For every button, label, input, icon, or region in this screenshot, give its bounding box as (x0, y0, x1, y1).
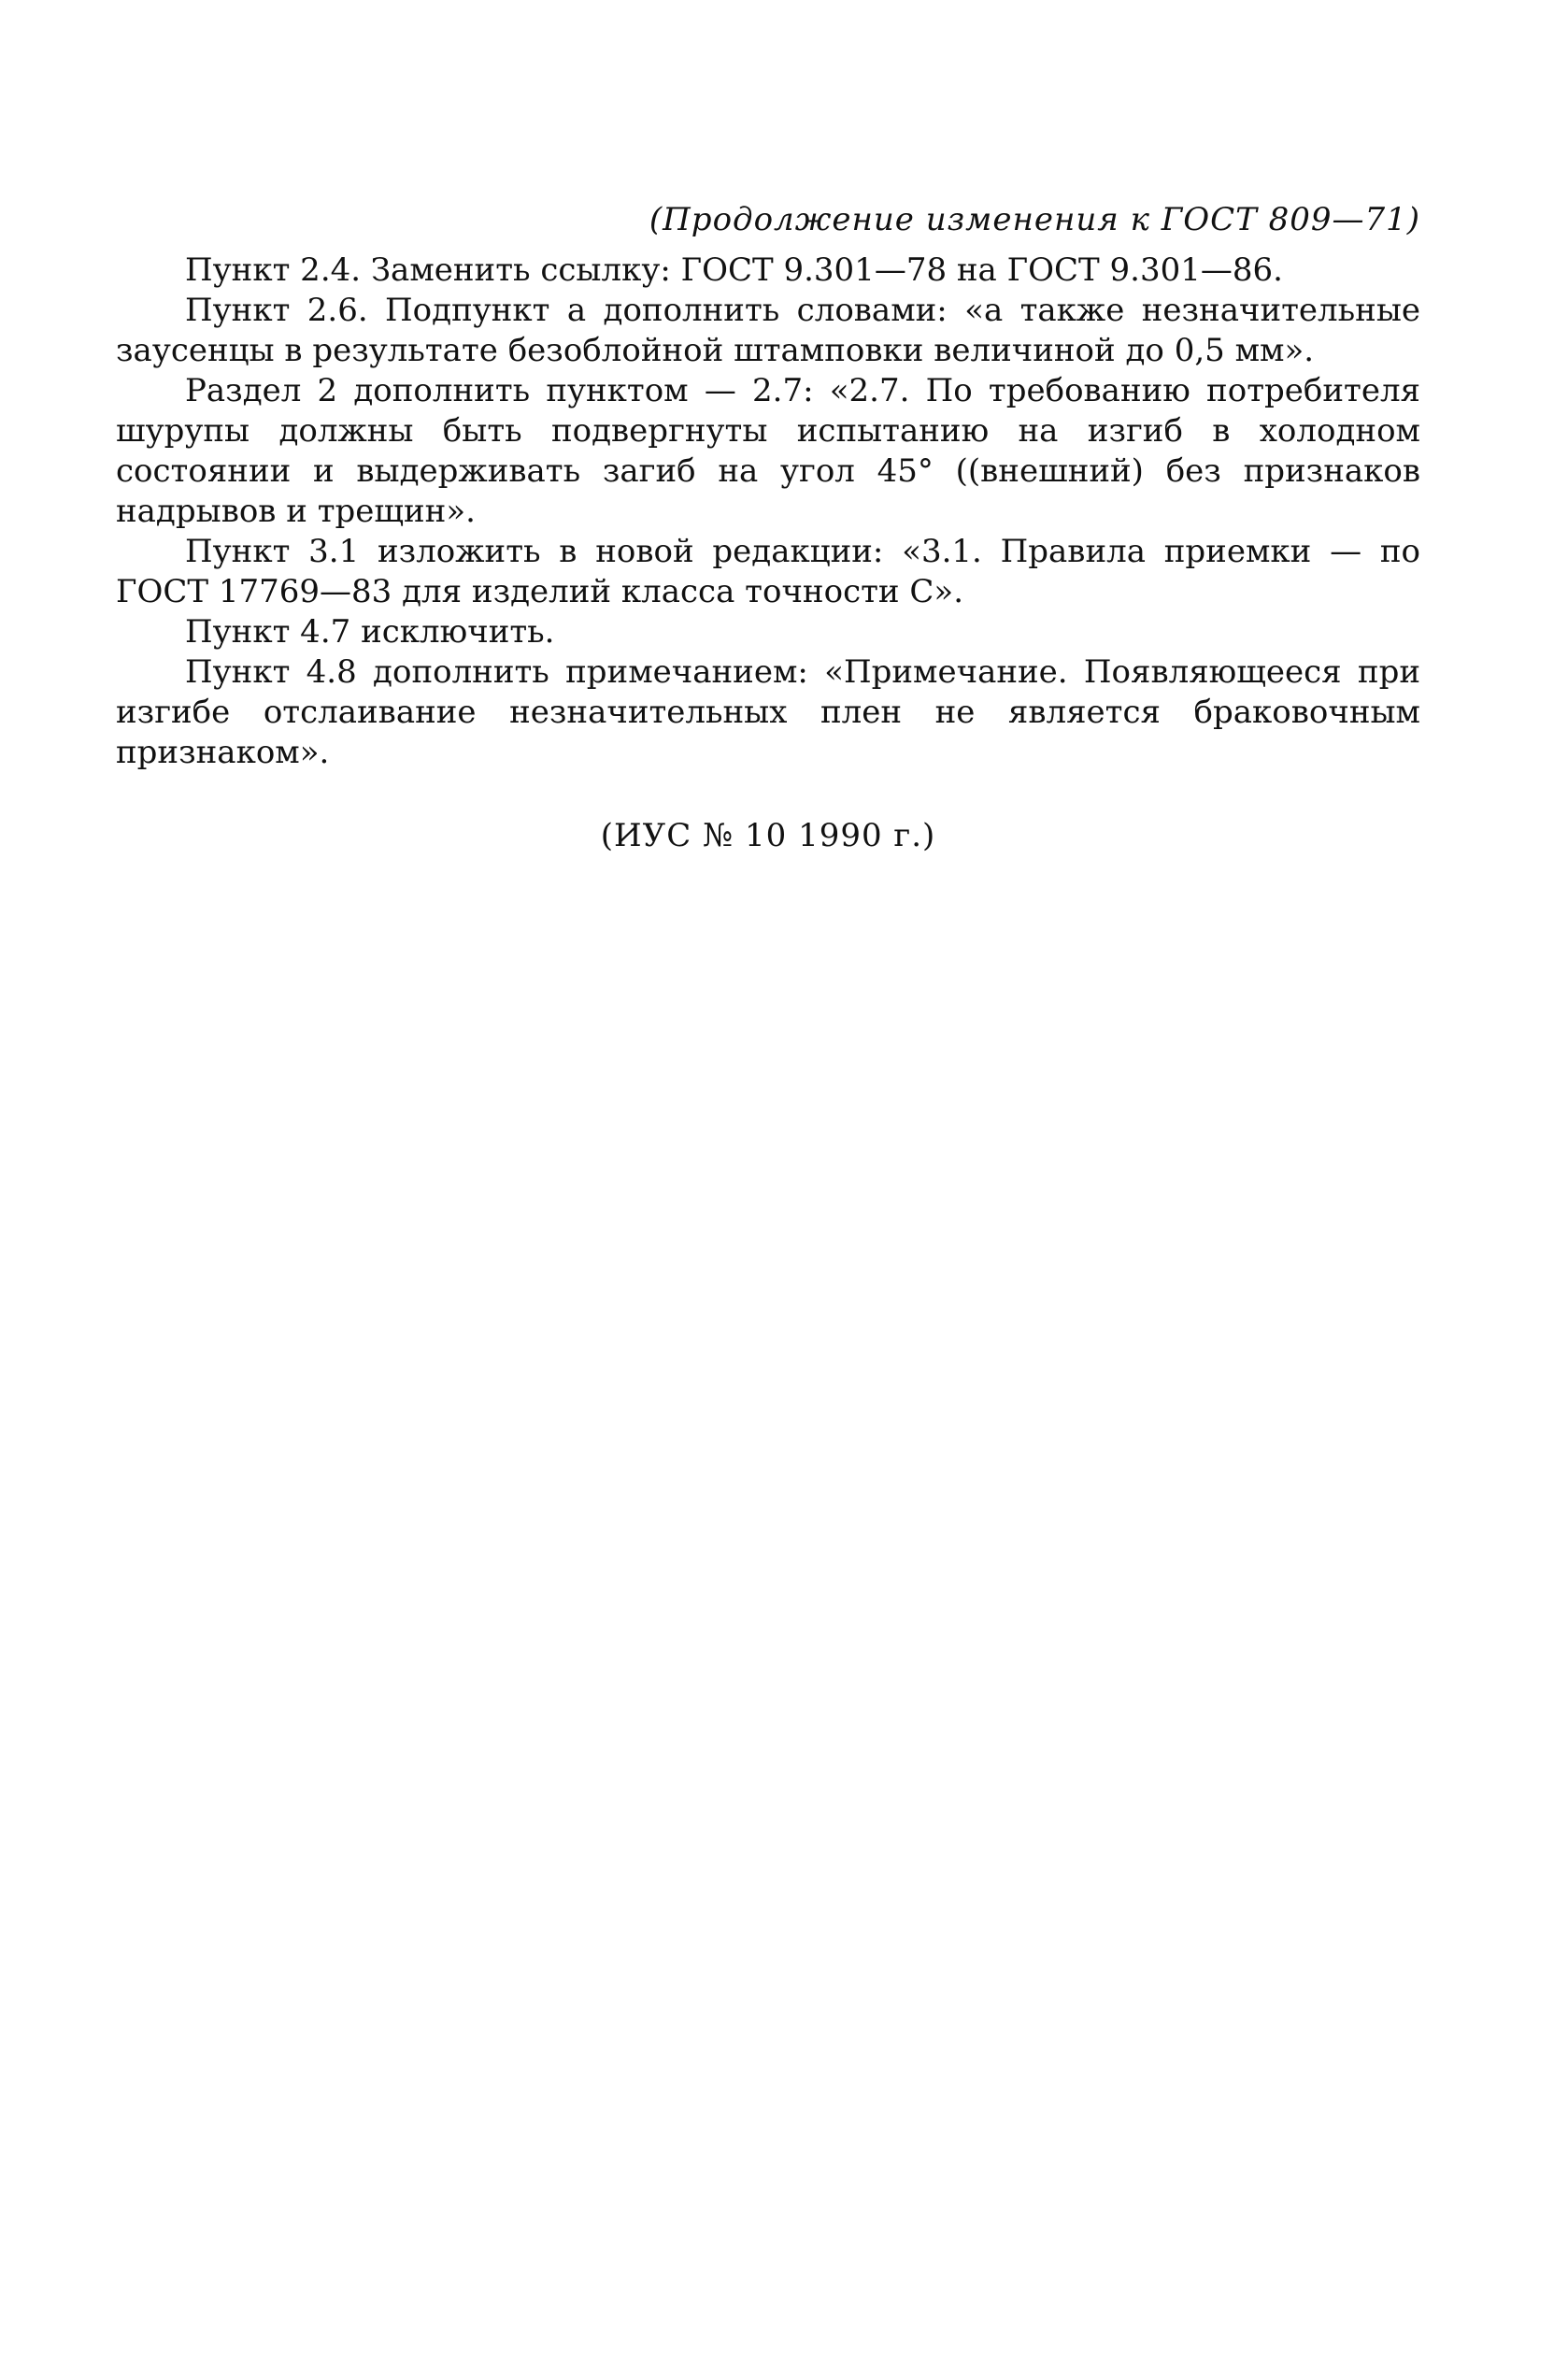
paragraph-2-6: Пункт 2.6. Подпункт а дополнить словами: «а также незначительные заусенцы в результате безоблойной штамповки величиной до 0,5 мм». (116, 292, 1420, 369)
ius-reference: (ИУС № 10 1990 г.) (600, 817, 936, 854)
document-content (116, 196, 1420, 859)
paragraph-4-8: Пункт 4.8 дополнить примечанием: «Примечание. Появляющееся при изгибе отслаивание незначительных плен не является браковочным признаком». (116, 653, 1420, 771)
paragraph-2-4: Пункт 2.4. Заменить ссылку: ГОСТ 9.301—78 на ГОСТ 9.301—86. (185, 251, 1283, 289)
paragraph-3-1: Пункт 3.1 изложить в новой редакции: «3.1. Правила приемки — по ГОСТ 17769—83 для изделий класса точности С». (116, 533, 1420, 610)
paragraph-4-7: Пункт 4.7 исключить. (185, 613, 555, 651)
paragraph-section-2: Раздел 2 дополнить пунктом — 2.7: «2.7. По требованию потребителя шурупы должны быть подвергнуты испытанию на изгиб в холодном состоянии и выдерживать загиб на угол 45° ((внешний) без признаков надрывов и трещин». (116, 372, 1420, 530)
continuation-header: (Продолжение изменения к ГОСТ 809—71) (649, 201, 1420, 238)
